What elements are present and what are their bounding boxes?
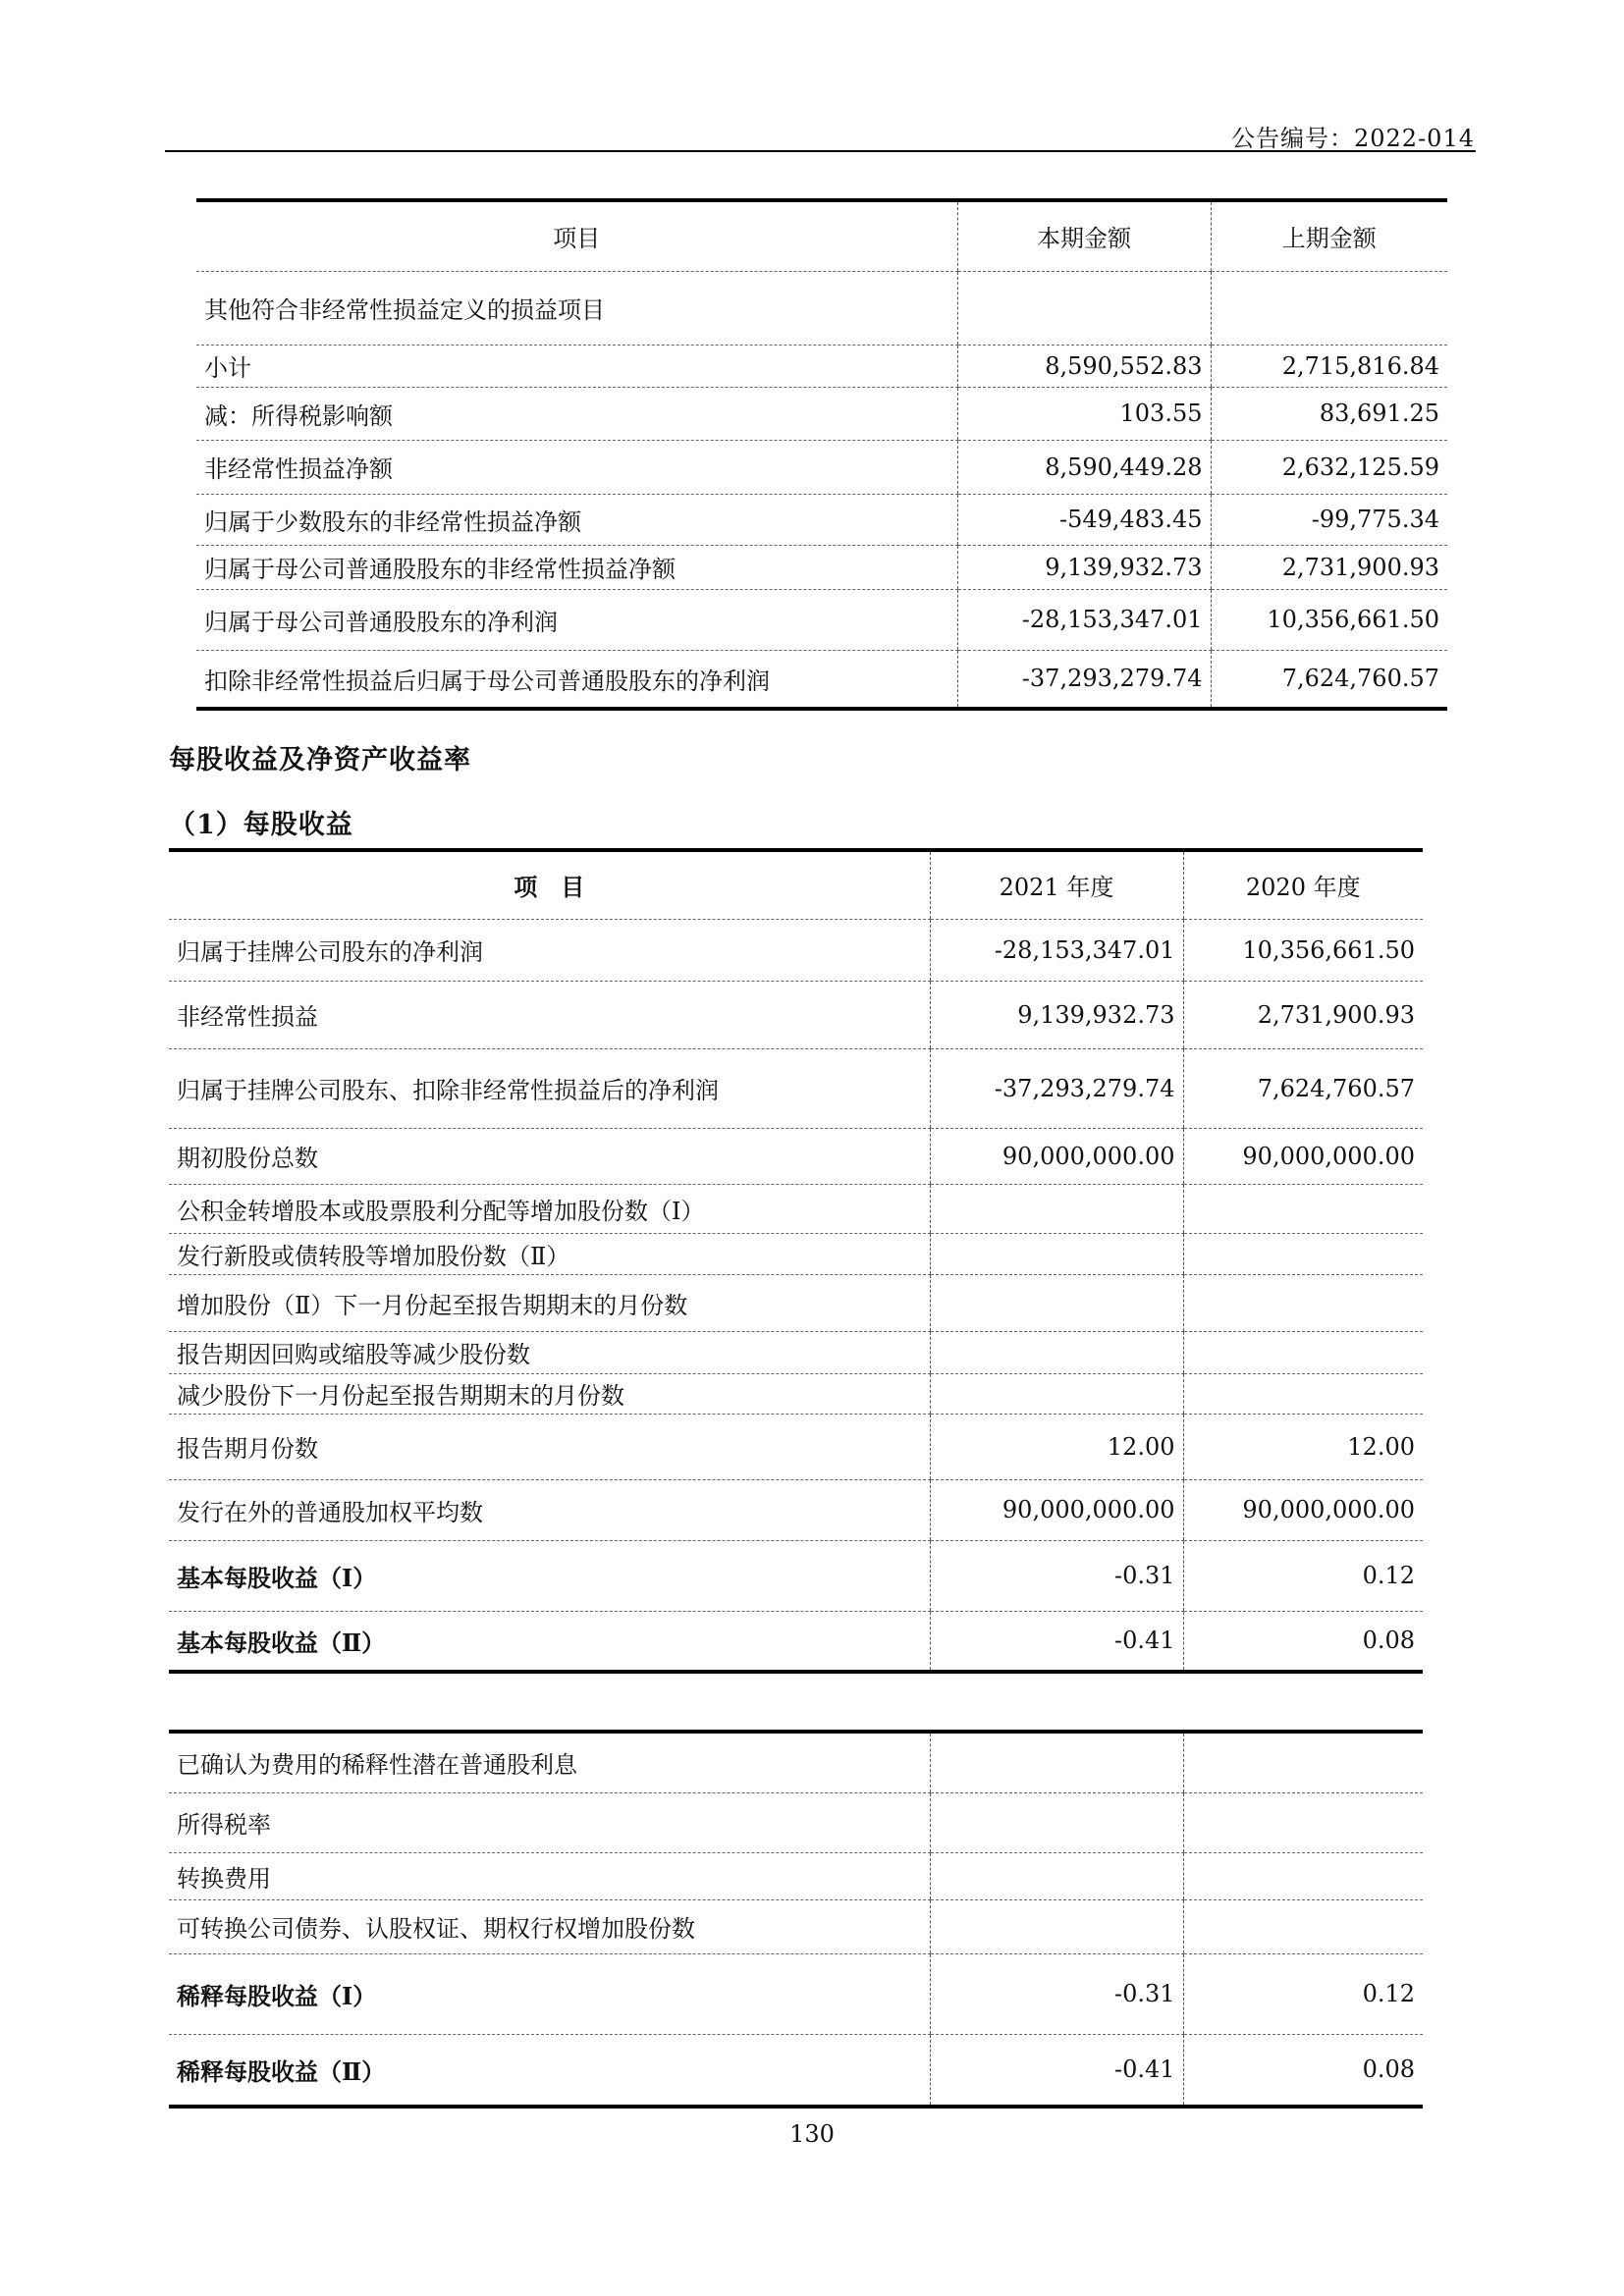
row-2021: 9,139,932.73 [930,981,1183,1048]
row-current: 9,139,932.73 [957,545,1211,589]
header-item: 项 目 [169,850,930,919]
table-row [196,271,1447,345]
row-2021 [930,1331,1183,1373]
page-number: 130 [789,2120,835,2148]
row-2021: -0.41 [930,1611,1183,1672]
header-current: 本期金额 [957,200,1211,271]
section-subtitle: （1）每股收益 [169,810,353,840]
row-previous: 2,715,816.84 [1211,345,1447,387]
row-2020 [1183,1792,1423,1852]
row-2021 [930,1852,1183,1899]
row-2020 [1183,1331,1423,1373]
row-label: 转换费用 [169,1852,930,1899]
row-label: 归属于少数股东的非经常性损益净额 [196,494,957,545]
row-previous: 83,691.25 [1211,387,1447,440]
row-2021: -28,153,347.01 [930,919,1183,981]
row-previous: 2,731,900.93 [1211,545,1447,589]
row-current: 8,590,552.83 [957,345,1211,387]
row-2020: 0.08 [1183,2034,1423,2107]
row-2020: 2,731,900.93 [1183,981,1423,1048]
row-2021: 90,000,000.00 [930,1128,1183,1184]
row-2020 [1183,1184,1423,1233]
row-label: 可转换公司债券、认股权证、期权行权增加股份数 [169,1899,930,1953]
row-label: 基本每股收益（Ⅱ） [177,1628,386,1657]
row-2021 [930,1274,1183,1331]
row-label: 稀释每股收益（Ⅱ） [177,2056,386,2086]
table-row [196,440,1447,494]
eps-table [169,848,1423,1674]
row-2021: -37,293,279.74 [930,1048,1183,1128]
table-row [169,981,1423,1048]
header-2020: 2020 年度 [1183,850,1423,919]
row-previous: 2,632,125.59 [1211,440,1447,494]
table-row [196,387,1447,440]
table-row [169,919,1423,981]
table-row [169,1611,1423,1672]
row-previous: -99,775.34 [1211,494,1447,545]
row-label: 增加股份（Ⅱ）下一月份起至报告期期末的月份数 [169,1274,930,1331]
row-2021 [930,1184,1183,1233]
row-label: 已确认为费用的稀释性潜在普通股利息 [169,1732,930,1792]
row-2020: 0.12 [1183,1953,1423,2034]
row-2020 [1183,1233,1423,1274]
row-2020: 90,000,000.00 [1183,1479,1423,1540]
row-2020: 10,356,661.50 [1183,919,1423,981]
table-row [169,1732,1423,1792]
row-previous: 10,356,661.50 [1211,589,1447,650]
row-label: 稀释每股收益（Ⅰ） [169,1953,930,2034]
table-row [169,1479,1423,1540]
row-2020 [1183,1852,1423,1899]
announcement-number: 公告编号：2022-014 [1231,125,1475,152]
header-rule [165,150,1476,152]
row-label: 其他符合非经常性损益定义的损益项目 [196,271,957,345]
row-2020 [1183,1732,1423,1792]
row-label: 减少股份下一月份起至报告期期末的月份数 [169,1373,930,1414]
table-row [169,1128,1423,1184]
row-label: 归属于挂牌公司股东的净利润 [169,919,930,981]
row-label: 期初股份总数 [169,1128,930,1184]
table-row [169,1414,1423,1479]
section-title: 每股收益及净资产收益率 [169,745,471,775]
table-row [196,650,1447,709]
table-row [169,2034,1423,2107]
header-item: 项目 [196,200,957,271]
row-2021 [930,1233,1183,1274]
row-label: 基本每股收益（Ⅰ） [169,1540,930,1611]
row-label: 非经常性损益 [169,981,930,1048]
header-2021: 2021 年度 [930,850,1183,919]
row-label: 归属于挂牌公司股东、扣除非经常性损益后的净利润 [169,1048,930,1128]
row-2021: 12.00 [930,1414,1183,1479]
row-label: 减：所得税影响额 [196,387,957,440]
header-previous: 上期金额 [1211,200,1447,271]
row-2021: -0.31 [930,1540,1183,1611]
row-label: 所得税率 [169,1792,930,1852]
row-previous: 7,624,760.57 [1211,650,1447,709]
row-current: -28,153,347.01 [957,589,1211,650]
table-row [196,494,1447,545]
row-label: 非经常性损益净额 [196,440,957,494]
table-row [169,1852,1423,1899]
table-row [169,1373,1423,1414]
row-label: 归属于母公司普通股股东的非经常性损益净额 [196,545,957,589]
row-2021 [930,1792,1183,1852]
table-row [196,545,1447,589]
row-label: 发行新股或债转股等增加股份数（Ⅱ） [169,1233,930,1274]
table-row [169,1331,1423,1373]
row-2020: 0.12 [1183,1540,1423,1611]
row-2020 [1183,1373,1423,1414]
row-2020: 0.08 [1183,1611,1423,1672]
table-header-row [196,200,1447,271]
row-current [957,271,1211,345]
table-row [169,1274,1423,1331]
row-current: 103.55 [957,387,1211,440]
non-recurring-items-table [196,198,1447,711]
row-label: 扣除非经常性损益后归属于母公司普通股股东的净利润 [204,667,770,695]
table-row [169,1953,1423,2034]
row-label: 归属于母公司普通股股东的净利润 [196,589,957,650]
row-label: 小计 [196,345,957,387]
row-current: -37,293,279.74 [957,650,1211,709]
diluted-eps-table [169,1730,1423,2109]
row-2020: 90,000,000.00 [1183,1128,1423,1184]
row-label: 公积金转增股本或股票股利分配等增加股份数（Ⅰ） [169,1184,930,1233]
table-row [196,589,1447,650]
row-2020 [1183,1899,1423,1953]
row-2021: 90,000,000.00 [930,1479,1183,1540]
row-2021 [930,1732,1183,1792]
table-row [169,1792,1423,1852]
table-row [169,1184,1423,1233]
table-row [196,345,1447,387]
table-row [169,1233,1423,1274]
table-header-row [169,850,1423,919]
row-label: 发行在外的普通股加权平均数 [169,1479,930,1540]
row-previous [1211,271,1447,345]
row-2020: 12.00 [1183,1414,1423,1479]
row-2020: 7,624,760.57 [1183,1048,1423,1128]
row-label: 报告期因回购或缩股等减少股份数 [169,1331,930,1373]
row-2021 [930,1899,1183,1953]
row-2021: -0.31 [930,1953,1183,2034]
table-row [169,1540,1423,1611]
row-2021 [930,1373,1183,1414]
row-label: 报告期月份数 [169,1414,930,1479]
row-2021: -0.41 [930,2034,1183,2107]
row-current: 8,590,449.28 [957,440,1211,494]
row-current: -549,483.45 [957,494,1211,545]
table-row [169,1048,1423,1128]
table-row [169,1899,1423,1953]
row-2020 [1183,1274,1423,1331]
